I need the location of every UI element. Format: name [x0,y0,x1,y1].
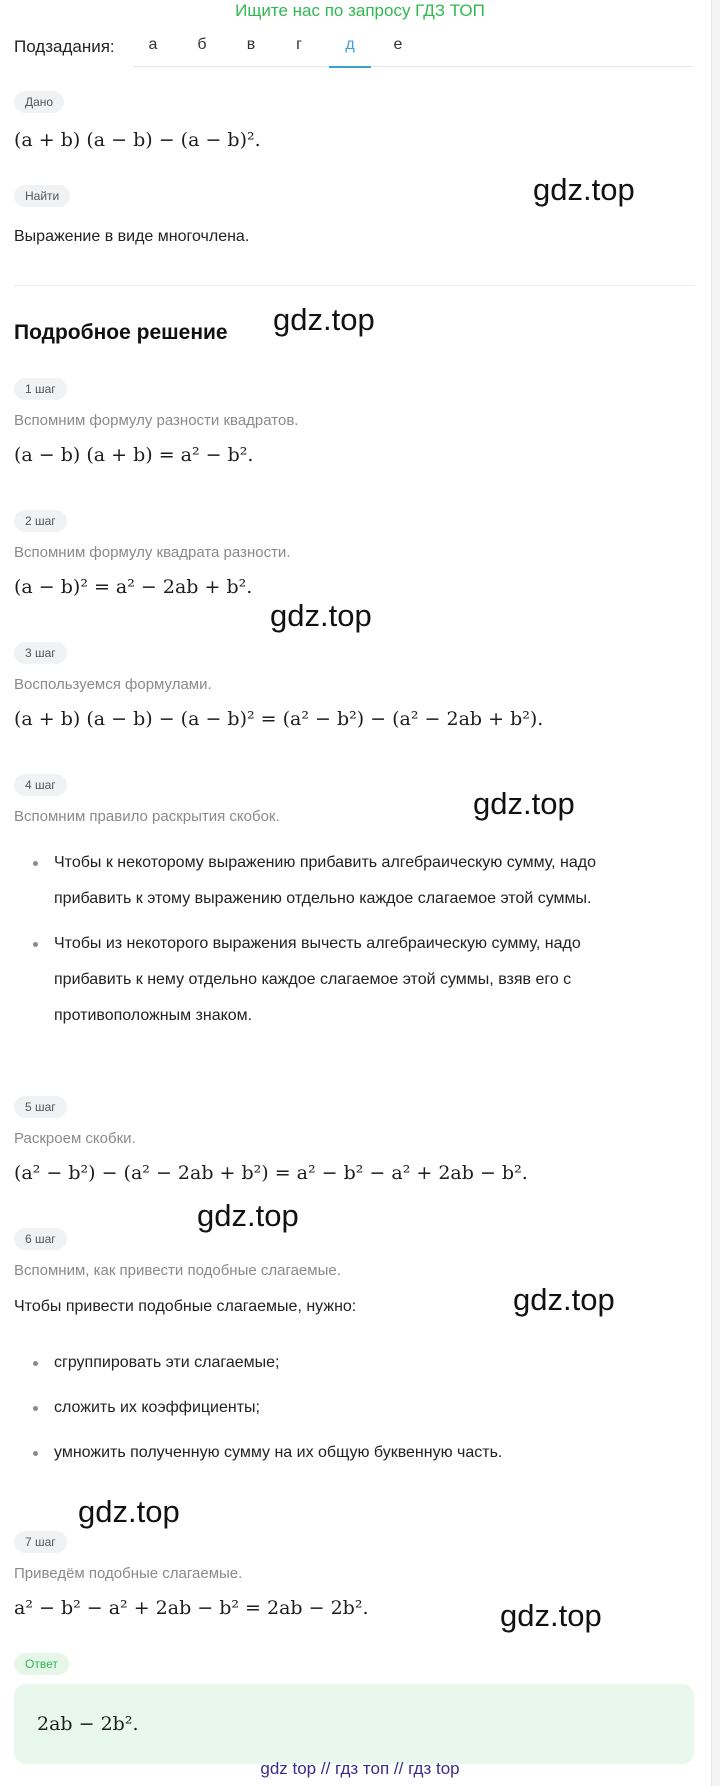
watermark: gdz.top [533,172,635,207]
subtasks-label: Подзадания: [14,37,115,56]
step-7-note: Приведём подобные слагаемые. [14,1565,243,1582]
watermark: gdz.top [270,598,372,633]
tab-g[interactable]: г [296,36,302,53]
step-6-bullet-1: сгруппировать эти слагаемые; [54,1354,280,1371]
find-text: Выражение в виде многочлена. [14,228,250,245]
step-7-formula: a² − b² − a² + 2ab − b² = 2ab − 2b². [14,1597,369,1619]
footer-links [0,1759,720,1779]
step-6-badge: 6 шаг [14,1228,67,1250]
tab-b[interactable]: б [197,36,207,53]
step-5-badge: 5 шаг [14,1096,67,1118]
tab-d[interactable]: д [330,36,370,54]
watermark: gdz.top [273,302,375,337]
watermark: gdz.top [197,1198,299,1233]
watermark: gdz.top [500,1598,602,1633]
watermark: gdz.top [473,786,575,821]
bullet-line: Чтобы к некоторому выражению прибавить алгебраическую сумму, надо [54,854,597,871]
step-6-note: Вспомним, как привести подобные слагаемые. [14,1262,341,1279]
step-2-badge: 2 шаг [14,510,67,532]
watermark: gdz.top [78,1494,180,1529]
tab-v[interactable]: в [246,36,256,53]
step-1-formula: (a − b) (a + b) = a² − b². [14,444,254,466]
bullet-line: прибавить к нему отдельно каждое слагаемое этой суммы, взяв его с [54,971,572,988]
footer-separator: // [320,1759,331,1778]
step-3-badge: 3 шаг [14,642,67,664]
step-6-text: Чтобы привести подобные слагаемые, нужно: [14,1298,357,1315]
step-7-badge: 7 шаг [14,1531,67,1553]
bullet-dot [33,1451,38,1456]
bullet-dot [33,942,38,947]
footer-separator: // [393,1759,404,1778]
watermark: gdz.top [513,1282,615,1317]
footer-link[interactable]: gdz top [260,1759,317,1778]
bullet-dot [33,861,38,866]
bullet-line: противоположным знаком. [54,1007,253,1024]
step-2-note: Вспомним формулу квадрата разности. [14,544,291,561]
step-2-formula: (a − b)² = a² − 2ab + b². [14,576,253,598]
tab-a[interactable]: а [148,36,158,53]
solution-title: Подробное решение [14,321,228,344]
scrollbar[interactable] [711,0,720,1786]
step-4-bullet-2 [54,926,581,1034]
find-badge: Найти [14,185,70,207]
step-5-note: Раскроем скобки. [14,1130,136,1147]
given-badge: Дано [14,91,64,113]
step-4-note: Вспомним правило раскрытия скобок. [14,808,280,825]
answer-formula: 2ab − 2b². [37,1713,139,1735]
footer-link[interactable]: гдз топ [335,1759,390,1778]
step-3-note: Воспользуемся формулами. [14,676,212,693]
step-6-bullet-2: сложить их коэффициенты; [54,1399,260,1416]
bullet-line: прибавить к этому выражению отдельно каждое слагаемое этой суммы. [54,890,592,907]
bullet-dot [33,1406,38,1411]
footer-link[interactable]: гдз top [408,1759,460,1778]
step-6-bullet-3: умножить полученную сумму на их общую буквенную часть. [54,1444,503,1461]
step-4-badge: 4 шаг [14,774,67,796]
promo-banner[interactable]: Ищите нас по запросу ГДЗ ТОП [235,1,485,20]
answer-badge: Ответ [14,1653,69,1675]
given-formula: (a + b) (a − b) − (a − b)². [14,129,261,151]
divider [14,285,694,286]
subtask-tabs [133,24,693,67]
bullet-line: Чтобы из некоторого выражения вычесть алгебраическую сумму, надо [54,935,581,952]
step-3-formula: (a + b) (a − b) − (a − b)² = (a² − b²) − (a² − 2ab + b²). [14,708,544,730]
bullet-dot [33,1361,38,1366]
step-5-formula: (a² − b²) − (a² − 2ab + b²) = a² − b² − a² + 2ab − b². [14,1162,528,1184]
step-4-bullet-1 [54,845,596,917]
step-1-note: Вспомним формулу разности квадратов. [14,412,299,429]
tab-e[interactable]: е [393,36,403,53]
step-1-badge: 1 шаг [14,378,67,400]
